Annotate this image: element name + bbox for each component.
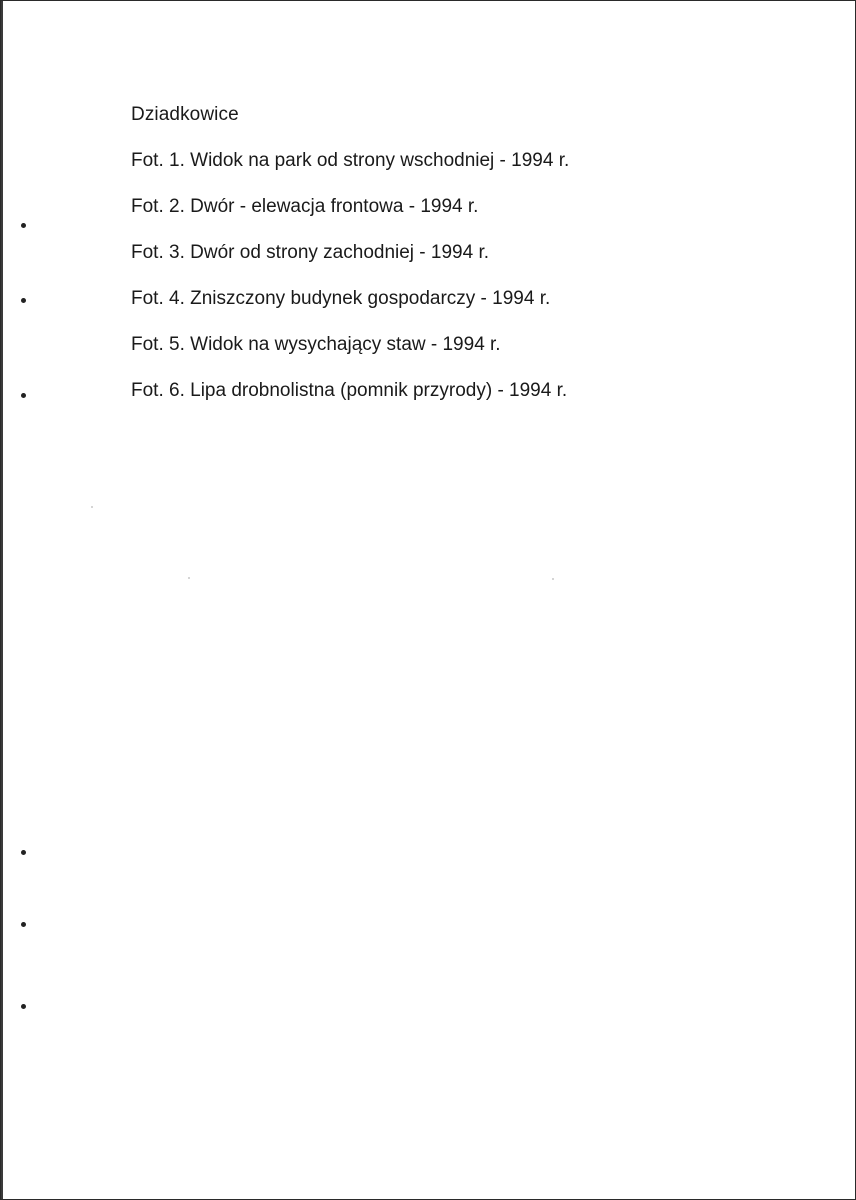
- document-heading: Dziadkowice: [131, 104, 239, 125]
- scan-speck: [188, 577, 190, 579]
- punch-hole-mark: [21, 922, 26, 927]
- scan-speck: [91, 506, 93, 508]
- photo-caption-5: Fot. 5. Widok na wysychający staw - 1994 r.: [131, 334, 501, 355]
- photo-caption-6: Fot. 6. Lipa drobnolistna (pomnik przyrody) - 1994 r.: [131, 380, 568, 401]
- page-left-edge: [1, 1, 3, 1199]
- photo-caption-list: [131, 149, 569, 425]
- punch-hole-mark: [21, 298, 26, 303]
- punch-hole-mark: [21, 850, 26, 855]
- photo-caption-1: Fot. 1. Widok na park od strony wschodniej - 1994 r.: [131, 150, 570, 171]
- punch-hole-mark: [21, 1004, 26, 1009]
- photo-caption-3: Fot. 3. Dwór od strony zachodniej - 1994 r.: [131, 242, 490, 263]
- punch-hole-mark: [21, 223, 26, 228]
- photo-caption-2: Fot. 2. Dwór - elewacja frontowa - 1994 r.: [131, 196, 479, 217]
- punch-hole-mark: [21, 393, 26, 398]
- scan-speck: [552, 578, 554, 580]
- photo-caption-4: Fot. 4. Zniszczony budynek gospodarczy - 1994 r.: [131, 288, 551, 309]
